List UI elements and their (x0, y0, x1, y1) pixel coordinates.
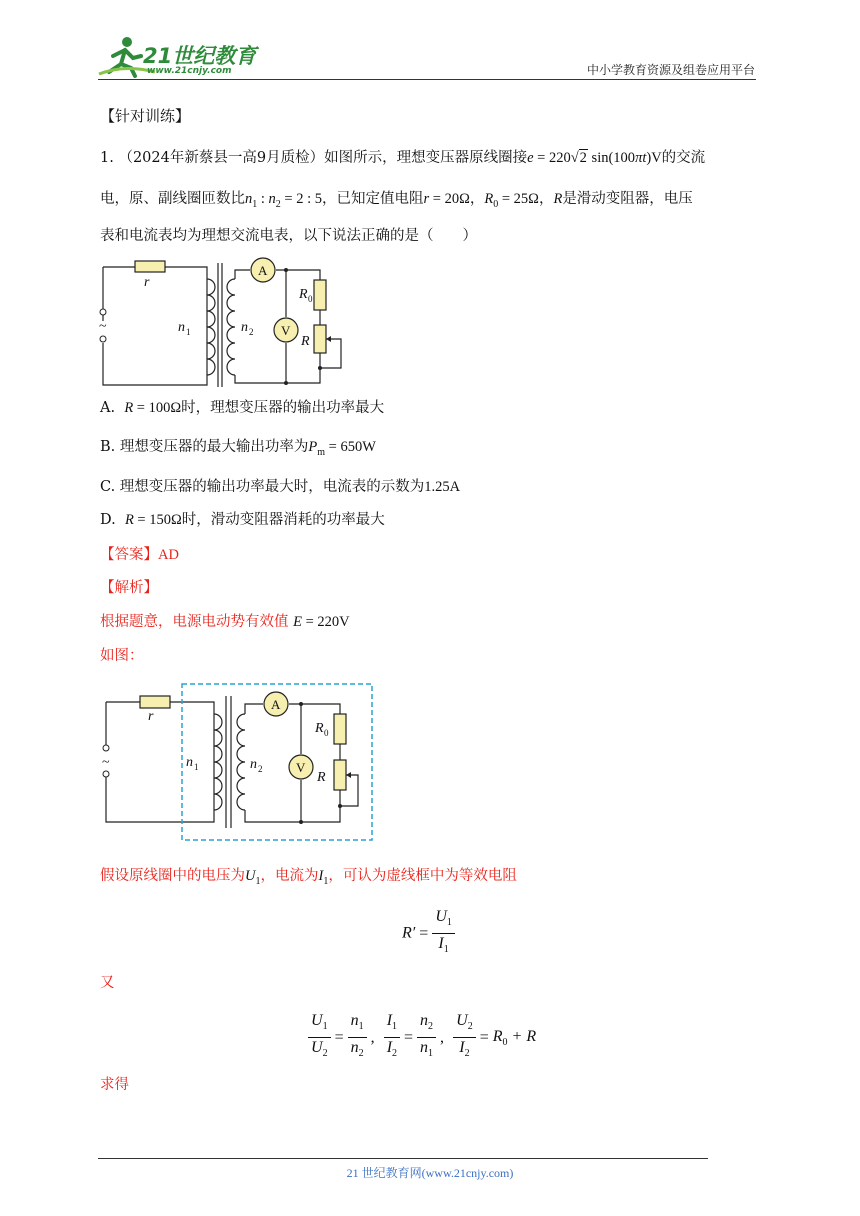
svg-text:1: 1 (186, 327, 191, 337)
option-d[interactable]: D. R = 150Ω时，滑动变阻器消耗的功率最大 (100, 512, 385, 528)
analysis-label: 【解析】 (100, 580, 158, 596)
equation-ratios: $\frac{U_1}{U_2}$ = $\frac{n_1}{n_2}$ , $\frac{I_1}{I_2}$ = $\frac{n_2}{n_1}$ , $\frac{U_2}{I_2}$ = $R_0 + R$ (308, 1012, 536, 1063)
svg-text:r: r (144, 275, 150, 290)
option-b[interactable]: B. 理想变压器的最大输出功率为$P_m = 650W$ (100, 439, 376, 458)
svg-text:r: r (148, 709, 154, 724)
svg-text:V: V (296, 760, 306, 775)
equation-equivalent-resistance: R′ = $\frac{U_1}{I_1}$ (402, 908, 455, 959)
question-line-3: 表和电流表均为理想交流电表，以下说法正确的是（ ） (100, 228, 477, 244)
header-rule (98, 79, 756, 80)
circuit-diagram (95, 255, 365, 390)
svg-text:~: ~ (99, 319, 107, 334)
svg-text:~: ~ (102, 755, 110, 770)
analysis-again: 又 (100, 975, 115, 991)
analysis-line-3: 假设原线圈中的电压为$U_1$，电流为$I_1$，可认为虚线框中为等效电阻 (100, 868, 517, 887)
svg-text:0: 0 (324, 728, 329, 738)
svg-text:A: A (271, 697, 281, 712)
header-logo (95, 34, 265, 80)
analysis-result: 求得 (100, 1077, 129, 1093)
logo-url: www.21cnjy.com (147, 66, 232, 76)
svg-text:n: n (178, 320, 185, 335)
option-c[interactable]: C. 理想变压器的输出功率最大时，电流表的示数为1.25A (100, 479, 461, 495)
footer-rule (98, 1158, 708, 1159)
circuit-diagram-equivalent (98, 680, 383, 845)
svg-text:1: 1 (194, 762, 199, 772)
svg-text:R: R (317, 770, 326, 785)
formula-source: e (527, 150, 534, 166)
section-title: 【针对训练】 (100, 107, 191, 125)
header-right-text: 中小学教育资源及组卷应用平台 (586, 63, 755, 77)
svg-text:n: n (250, 757, 257, 772)
svg-text:n: n (186, 755, 193, 770)
question-number: 1. (100, 150, 114, 166)
answer-line: 【答案】AD (100, 547, 179, 563)
question-line-1: 1. （2024年新蔡县一高9月质检）如图所示，理想变压器原线圈接e = 220√2 sin(100πt)V的交流 (100, 150, 706, 166)
question-line-2: 电，原、副线圈匝数比$n_1$ : $n_2 = 2$ : 5，已知定值电阻r = 20Ω，$R_0 = 25\Omega$，R是滑动变阻器，电压 (100, 191, 693, 210)
svg-text:V: V (281, 323, 291, 338)
option-a[interactable]: A. R = 100Ω时，理想变压器的输出功率最大 (100, 400, 385, 416)
logo-text: 21世纪教育 (143, 44, 257, 68)
svg-text:0: 0 (308, 294, 313, 304)
svg-text:2: 2 (249, 327, 254, 337)
svg-text:R: R (301, 334, 310, 349)
analysis-line-2: 如图： (100, 648, 144, 664)
analysis-line-1: 根据题意，电源电动势有效值 E = 220V (100, 614, 350, 630)
svg-text:R: R (299, 287, 308, 302)
svg-text:R: R (315, 721, 324, 736)
svg-text:n: n (241, 320, 248, 335)
footer-text: 21 世纪教育网(www.21cnjy.com) (346, 1166, 514, 1180)
svg-text:A: A (258, 263, 268, 278)
svg-text:2: 2 (258, 764, 263, 774)
